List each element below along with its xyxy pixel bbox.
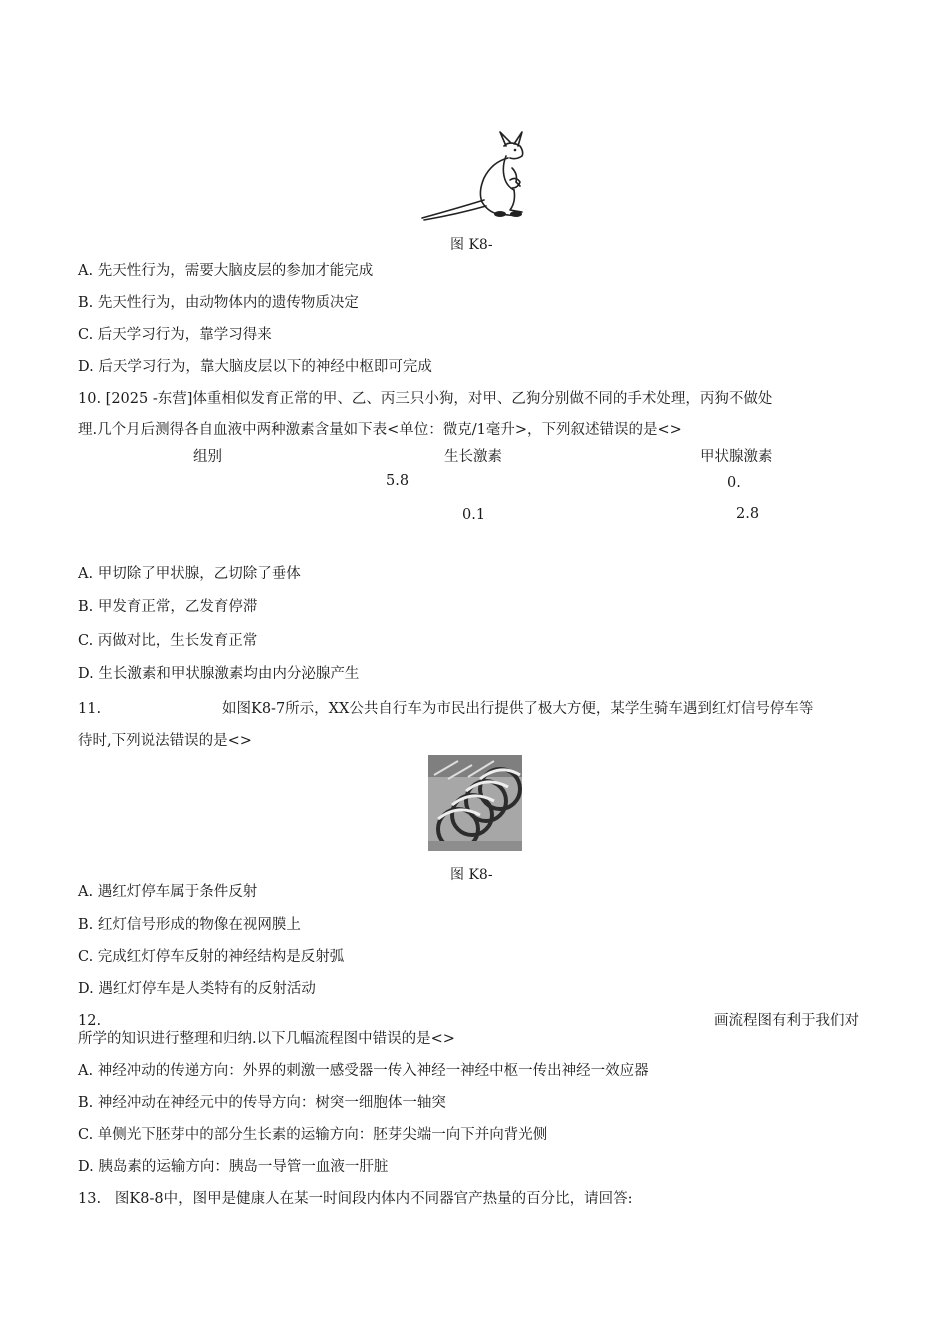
q10-stem-line1: 10. [2025 -东营]体重相似发育正常的甲、乙、丙三只小狗，对甲、乙狗分别做不同的手术处理，丙狗不做处 [78,391,773,407]
q10-stem-line2: 理.几个月后测得各自血液中两种激素含量如下表<单位：微克/1毫升>，下列叙述错误的是<> [78,422,682,438]
table-cell: 5.8 [386,473,410,489]
table-cell: 0. [727,475,741,491]
q11-option-d: D. 遇红灯停车是人类特有的反射活动 [78,981,316,997]
q9-option-c: C. 后天学习行为，靠学习得来 [78,327,272,343]
kangaroo-figure [418,128,533,224]
q12-number: 12. [78,1013,102,1029]
q11-stem-line1: 如图K8-7所示，XX公共自行车为市民出行提供了极大方便，某学生骑车遇到红灯信号停车等 [222,701,814,717]
q10-option-c: C. 丙做对比，生长发育正常 [78,633,258,649]
q10-option-b: B. 甲发育正常，乙发育停滞 [78,599,258,615]
table-header-growth-hormone: 生长激素 [444,449,502,465]
q12-option-a: A. 神经冲动的传递方向：外界的刺激一感受器一传入神经一神经中枢一传出神经一效应器 [78,1063,649,1079]
q10-option-d: D. 生长激素和甲状腺激素均由内分泌腺产生 [78,666,360,682]
table-cell: 0.1 [462,507,486,523]
figure-caption-bicycle: 图 K8- [450,867,493,883]
table-header-group: 组别 [193,449,222,465]
q11-stem-line2: 待时,下列说法错误的是<> [78,733,252,749]
bicycles-drawing [428,755,522,851]
table-header-thyroid-hormone: 甲状腺激素 [700,449,773,465]
q12-stem-line2: 所学的知识进行整理和归纳.以下几幅流程图中错误的是<> [78,1031,455,1047]
q11-option-b: B. 红灯信号形成的物像在视网膜上 [78,917,301,933]
bicycle-photo [428,755,522,851]
q9-option-a: A. 先天性行为，需要大脑皮层的参加才能完成 [78,263,374,279]
q12-option-d: D. 胰岛素的运输方向：胰岛一导管一血液一肝脏 [78,1159,389,1175]
q12-stem-right: 画流程图有利于我们对 [714,1013,859,1029]
q13-stem: 13. 图K8-8中，图甲是健康人在某一时间段内体内不同器官产热量的百分比，请回答: [78,1191,633,1207]
q9-option-d: D. 后天学习行为，靠大脑皮层以下的神经中枢即可完成 [78,359,432,375]
q11-number: 11. [78,701,102,717]
q9-option-b: B. 先天性行为，由动物体内的遗传物质决定 [78,295,359,311]
q12-option-b: B. 神经冲动在神经元中的传导方向：树突一细胞体一轴突 [78,1095,446,1111]
q12-option-c: C. 单侧光下胚芽中的部分生长素的运输方向：胚芽尖端一向下并向背光侧 [78,1127,548,1143]
figure-caption-kangaroo: 图 K8- [450,237,493,253]
kangaroo-drawing [418,128,533,224]
table-cell: 2.8 [736,506,760,522]
q11-option-c: C. 完成红灯停车反射的神经结构是反射弧 [78,949,345,965]
q10-option-a: A. 甲切除了甲状腺，乙切除了垂体 [78,566,301,582]
q11-option-a: A. 遇红灯停车属于条件反射 [78,884,258,900]
